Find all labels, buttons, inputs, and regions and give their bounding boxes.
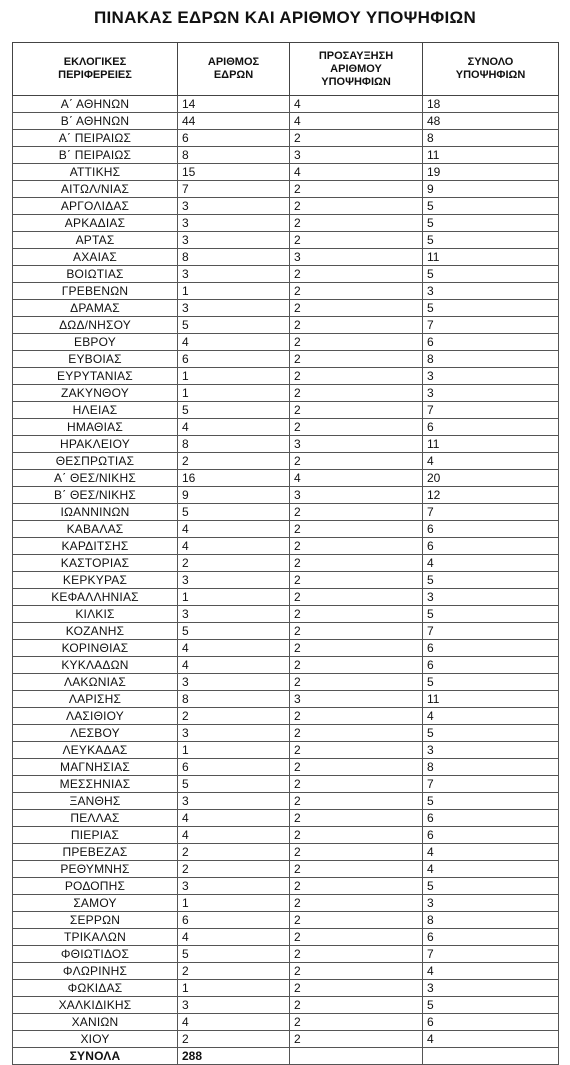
increase-value: 2 — [290, 606, 423, 623]
table-row — [13, 1031, 559, 1048]
increase-value: 2 — [290, 589, 423, 606]
total-candidates-value: 3 — [423, 980, 559, 997]
total-candidates-value: 3 — [423, 895, 559, 912]
table-row — [13, 691, 559, 708]
table-row — [13, 436, 559, 453]
increase-value: 2 — [290, 861, 423, 878]
total-candidates-value: 3 — [423, 385, 559, 402]
seats-value: 1 — [178, 980, 290, 997]
seats-value: 3 — [178, 572, 290, 589]
total-candidates-value: 6 — [423, 827, 559, 844]
increase-value: 2 — [290, 555, 423, 572]
increase-value: 4 — [290, 96, 423, 113]
total-candidates-value: 8 — [423, 912, 559, 929]
district-name: ΛΑΡΙΣΗΣ — [13, 691, 178, 708]
total-candidates-value: 6 — [423, 657, 559, 674]
table-row — [13, 776, 559, 793]
seats-value: 4 — [178, 419, 290, 436]
table-row — [13, 266, 559, 283]
district-name: ΚΟΖΑΝΗΣ — [13, 623, 178, 640]
increase-value: 2 — [290, 810, 423, 827]
total-candidates-value: 20 — [423, 470, 559, 487]
district-name: Β΄ ΘΕΣ/ΝΙΚΗΣ — [13, 487, 178, 504]
district-name: Α΄ ΑΘΗΝΩΝ — [13, 96, 178, 113]
table-row — [13, 674, 559, 691]
increase-value: 2 — [290, 1014, 423, 1031]
total-candidates-value: 6 — [423, 334, 559, 351]
district-name: ΚΑΣΤΟΡΙΑΣ — [13, 555, 178, 572]
total-candidates-value: 7 — [423, 623, 559, 640]
district-name: ΓΡΕΒΕΝΩΝ — [13, 283, 178, 300]
total-candidates-value: 5 — [423, 300, 559, 317]
seats-value: 1 — [178, 589, 290, 606]
seats-value: 1 — [178, 368, 290, 385]
increase-value: 2 — [290, 385, 423, 402]
seats-value: 3 — [178, 300, 290, 317]
table-row — [13, 963, 559, 980]
seats-value: 3 — [178, 725, 290, 742]
increase-value: 4 — [290, 164, 423, 181]
seats-value: 6 — [178, 130, 290, 147]
seats-value: 2 — [178, 861, 290, 878]
table-row — [13, 793, 559, 810]
district-name: ΧΙΟΥ — [13, 1031, 178, 1048]
increase-value: 2 — [290, 504, 423, 521]
total-candidates-value: 5 — [423, 572, 559, 589]
total-candidates-value: 6 — [423, 419, 559, 436]
table-body — [13, 96, 559, 1048]
district-name: ΛΑΣΙΘΙΟΥ — [13, 708, 178, 725]
totals-total — [423, 1048, 559, 1065]
table-row — [13, 912, 559, 929]
district-name: ΚΟΡΙΝΘΙΑΣ — [13, 640, 178, 657]
increase-value: 2 — [290, 997, 423, 1014]
seats-value: 14 — [178, 96, 290, 113]
table-row — [13, 929, 559, 946]
seats-table — [12, 42, 559, 1065]
district-name: ΘΕΣΠΡΩΤΙΑΣ — [13, 453, 178, 470]
seats-value: 5 — [178, 946, 290, 963]
district-name: ΔΩΔ/ΝΗΣΟΥ — [13, 317, 178, 334]
seats-value: 2 — [178, 963, 290, 980]
increase-value: 2 — [290, 708, 423, 725]
total-candidates-value: 5 — [423, 725, 559, 742]
table-row — [13, 113, 559, 130]
district-name: ΠΕΛΛΑΣ — [13, 810, 178, 827]
table-row — [13, 759, 559, 776]
increase-value: 2 — [290, 793, 423, 810]
total-candidates-value: 5 — [423, 793, 559, 810]
increase-value: 2 — [290, 521, 423, 538]
increase-value: 3 — [290, 691, 423, 708]
district-name: ΠΡΕΒΕΖΑΣ — [13, 844, 178, 861]
table-row — [13, 385, 559, 402]
increase-value: 2 — [290, 759, 423, 776]
seats-value: 1 — [178, 742, 290, 759]
district-name: ΡΕΘΥΜΝΗΣ — [13, 861, 178, 878]
seats-value: 3 — [178, 266, 290, 283]
district-name: ΦΛΩΡΙΝΗΣ — [13, 963, 178, 980]
increase-value: 2 — [290, 453, 423, 470]
seats-value: 1 — [178, 895, 290, 912]
table-row — [13, 742, 559, 759]
table-row — [13, 215, 559, 232]
total-candidates-value: 4 — [423, 555, 559, 572]
seats-value: 8 — [178, 436, 290, 453]
district-name: ΚΕΦΑΛΛΗΝΙΑΣ — [13, 589, 178, 606]
table-row — [13, 1014, 559, 1031]
seats-value: 3 — [178, 878, 290, 895]
seats-value: 2 — [178, 555, 290, 572]
table-row — [13, 317, 559, 334]
total-candidates-value: 6 — [423, 929, 559, 946]
total-candidates-value: 6 — [423, 1014, 559, 1031]
total-candidates-value: 7 — [423, 402, 559, 419]
total-candidates-value: 19 — [423, 164, 559, 181]
seats-value: 6 — [178, 912, 290, 929]
table-row — [13, 895, 559, 912]
district-name: Β΄ ΑΘΗΝΩΝ — [13, 113, 178, 130]
total-candidates-value: 8 — [423, 759, 559, 776]
seats-value: 3 — [178, 793, 290, 810]
table-row — [13, 946, 559, 963]
total-candidates-value: 9 — [423, 181, 559, 198]
seats-value: 8 — [178, 147, 290, 164]
table-row — [13, 708, 559, 725]
increase-value: 2 — [290, 215, 423, 232]
seats-value: 4 — [178, 657, 290, 674]
district-name: Α΄ ΘΕΣ/ΝΙΚΗΣ — [13, 470, 178, 487]
district-name: ΑΡΚΑΔΙΑΣ — [13, 215, 178, 232]
seats-value: 2 — [178, 844, 290, 861]
totals-increase — [290, 1048, 423, 1065]
increase-value: 2 — [290, 266, 423, 283]
table-row — [13, 861, 559, 878]
total-candidates-value: 12 — [423, 487, 559, 504]
increase-value: 2 — [290, 1031, 423, 1048]
seats-value: 4 — [178, 1014, 290, 1031]
district-name: ΗΡΑΚΛΕΙΟΥ — [13, 436, 178, 453]
table-row — [13, 334, 559, 351]
seats-value: 4 — [178, 640, 290, 657]
total-candidates-value: 4 — [423, 453, 559, 470]
total-candidates-value: 5 — [423, 266, 559, 283]
total-candidates-value: 8 — [423, 351, 559, 368]
district-name: ΣΑΜΟΥ — [13, 895, 178, 912]
table-row — [13, 368, 559, 385]
seats-value: 4 — [178, 334, 290, 351]
total-candidates-value: 3 — [423, 283, 559, 300]
total-candidates-value: 6 — [423, 640, 559, 657]
district-name: ΑΧΑΙΑΣ — [13, 249, 178, 266]
seats-value: 1 — [178, 385, 290, 402]
table-row — [13, 827, 559, 844]
seats-value: 3 — [178, 997, 290, 1014]
seats-value: 2 — [178, 1031, 290, 1048]
table-row — [13, 181, 559, 198]
seats-value: 3 — [178, 232, 290, 249]
total-candidates-value: 3 — [423, 368, 559, 385]
total-candidates-value: 11 — [423, 691, 559, 708]
increase-value: 2 — [290, 283, 423, 300]
table-row — [13, 844, 559, 861]
district-name: ΖΑΚΥΝΘΟΥ — [13, 385, 178, 402]
total-candidates-value: 7 — [423, 776, 559, 793]
total-candidates-value: 48 — [423, 113, 559, 130]
table-row — [13, 419, 559, 436]
increase-value: 3 — [290, 147, 423, 164]
seats-value: 6 — [178, 351, 290, 368]
increase-value: 2 — [290, 232, 423, 249]
table-row — [13, 453, 559, 470]
seats-value: 3 — [178, 606, 290, 623]
header-number-of-seats: ΑΡΙΘΜΟΣ ΕΔΡΩΝ — [178, 43, 290, 96]
table-row — [13, 487, 559, 504]
seats-value: 5 — [178, 504, 290, 521]
district-name: ΕΥΡΥΤΑΝΙΑΣ — [13, 368, 178, 385]
seats-value: 5 — [178, 623, 290, 640]
total-candidates-value: 6 — [423, 538, 559, 555]
table-row — [13, 878, 559, 895]
district-name: ΚΙΛΚΙΣ — [13, 606, 178, 623]
seats-value: 1 — [178, 283, 290, 300]
district-name: ΑΡΤΑΣ — [13, 232, 178, 249]
seats-value: 4 — [178, 810, 290, 827]
district-name: ΦΘΙΩΤΙΔΟΣ — [13, 946, 178, 963]
increase-value: 2 — [290, 674, 423, 691]
table-row — [13, 606, 559, 623]
seats-value: 2 — [178, 708, 290, 725]
total-candidates-value: 6 — [423, 810, 559, 827]
total-candidates-value: 4 — [423, 708, 559, 725]
totals-row — [13, 1048, 559, 1065]
district-name: ΔΡΑΜΑΣ — [13, 300, 178, 317]
table-row — [13, 300, 559, 317]
increase-value: 2 — [290, 929, 423, 946]
district-name: ΒΟΙΩΤΙΑΣ — [13, 266, 178, 283]
table-row — [13, 402, 559, 419]
total-candidates-value: 3 — [423, 589, 559, 606]
increase-value: 2 — [290, 623, 423, 640]
table-row — [13, 470, 559, 487]
increase-value: 2 — [290, 776, 423, 793]
increase-value: 2 — [290, 946, 423, 963]
total-candidates-value: 5 — [423, 997, 559, 1014]
district-name: ΛΕΥΚΑΔΑΣ — [13, 742, 178, 759]
increase-value: 2 — [290, 827, 423, 844]
district-name: ΞΑΝΘΗΣ — [13, 793, 178, 810]
increase-value: 2 — [290, 317, 423, 334]
increase-value: 2 — [290, 640, 423, 657]
table-row — [13, 283, 559, 300]
seats-value: 8 — [178, 691, 290, 708]
district-name: ΜΑΓΝΗΣΙΑΣ — [13, 759, 178, 776]
district-name: ΧΑΛΚΙΔΙΚΗΣ — [13, 997, 178, 1014]
seats-value: 15 — [178, 164, 290, 181]
totals-label: ΣΥΝΟΛΑ — [13, 1048, 178, 1065]
total-candidates-value: 7 — [423, 504, 559, 521]
table-row — [13, 657, 559, 674]
district-name: ΚΕΡΚΥΡΑΣ — [13, 572, 178, 589]
total-candidates-value: 5 — [423, 878, 559, 895]
table-row — [13, 147, 559, 164]
seats-value: 3 — [178, 674, 290, 691]
table-header-row — [13, 43, 559, 96]
seats-value: 8 — [178, 249, 290, 266]
increase-value: 4 — [290, 470, 423, 487]
total-candidates-value: 7 — [423, 317, 559, 334]
district-name: ΤΡΙΚΑΛΩΝ — [13, 929, 178, 946]
increase-value: 2 — [290, 351, 423, 368]
increase-value: 2 — [290, 963, 423, 980]
district-name: ΣΕΡΡΩΝ — [13, 912, 178, 929]
seats-value: 6 — [178, 759, 290, 776]
increase-value: 2 — [290, 742, 423, 759]
table-row — [13, 623, 559, 640]
seats-value: 5 — [178, 402, 290, 419]
district-name: ΧΑΝΙΩΝ — [13, 1014, 178, 1031]
table-row — [13, 572, 559, 589]
table-row — [13, 96, 559, 113]
header-electoral-districts: ΕΚΛΟΓΙΚΕΣ ΠΕΡΙΦΕΡΕΙΕΣ — [13, 43, 178, 96]
district-name: ΑΡΓΟΛΙΔΑΣ — [13, 198, 178, 215]
seats-value: 16 — [178, 470, 290, 487]
table-row — [13, 351, 559, 368]
seats-value: 3 — [178, 198, 290, 215]
increase-value: 2 — [290, 980, 423, 997]
total-candidates-value: 4 — [423, 844, 559, 861]
increase-value: 2 — [290, 334, 423, 351]
increase-value: 3 — [290, 487, 423, 504]
table-row — [13, 232, 559, 249]
header-candidate-increase: ΠΡΟΣΑΥΞΗΣΗ ΑΡΙΘΜΟΥ ΥΠΟΨΗΦΙΩΝ — [290, 43, 423, 96]
total-candidates-value: 11 — [423, 249, 559, 266]
table-row — [13, 725, 559, 742]
district-name: Α΄ ΠΕΙΡΑΙΩΣ — [13, 130, 178, 147]
increase-value: 2 — [290, 538, 423, 555]
total-candidates-value: 5 — [423, 232, 559, 249]
seats-value: 44 — [178, 113, 290, 130]
total-candidates-value: 18 — [423, 96, 559, 113]
increase-value: 3 — [290, 436, 423, 453]
district-name: ΠΙΕΡΙΑΣ — [13, 827, 178, 844]
district-name: ΛΑΚΩΝΙΑΣ — [13, 674, 178, 691]
seats-value: 5 — [178, 317, 290, 334]
total-candidates-value: 3 — [423, 742, 559, 759]
increase-value: 2 — [290, 572, 423, 589]
total-candidates-value: 4 — [423, 1031, 559, 1048]
table-row — [13, 980, 559, 997]
table-row — [13, 130, 559, 147]
increase-value: 2 — [290, 878, 423, 895]
table-row — [13, 589, 559, 606]
increase-value: 2 — [290, 419, 423, 436]
table-row — [13, 504, 559, 521]
table-row — [13, 997, 559, 1014]
increase-value: 4 — [290, 113, 423, 130]
totals-seats: 288 — [178, 1048, 290, 1065]
increase-value: 2 — [290, 300, 423, 317]
district-name: ΕΒΡΟΥ — [13, 334, 178, 351]
increase-value: 2 — [290, 844, 423, 861]
district-name: ΚΑΒΑΛΑΣ — [13, 521, 178, 538]
table-row — [13, 198, 559, 215]
table-row — [13, 521, 559, 538]
seats-value: 4 — [178, 929, 290, 946]
header-total-candidates: ΣΥΝΟΛΟ ΥΠΟΨΗΦΙΩΝ — [423, 43, 559, 96]
increase-value: 2 — [290, 181, 423, 198]
total-candidates-value: 6 — [423, 521, 559, 538]
increase-value: 2 — [290, 130, 423, 147]
district-name: ΕΥΒΟΙΑΣ — [13, 351, 178, 368]
total-candidates-value: 4 — [423, 963, 559, 980]
total-candidates-value: 4 — [423, 861, 559, 878]
district-name: Β΄ ΠΕΙΡΑΙΩΣ — [13, 147, 178, 164]
district-name: ΗΛΕΙΑΣ — [13, 402, 178, 419]
total-candidates-value: 5 — [423, 674, 559, 691]
district-name: ΗΜΑΘΙΑΣ — [13, 419, 178, 436]
table-row — [13, 249, 559, 266]
total-candidates-value: 8 — [423, 130, 559, 147]
total-candidates-value: 5 — [423, 198, 559, 215]
seats-value: 3 — [178, 215, 290, 232]
seats-value: 5 — [178, 776, 290, 793]
total-candidates-value: 7 — [423, 946, 559, 963]
increase-value: 2 — [290, 657, 423, 674]
district-name: ΜΕΣΣΗΝΙΑΣ — [13, 776, 178, 793]
seats-value: 4 — [178, 827, 290, 844]
district-name: ΛΕΣΒΟΥ — [13, 725, 178, 742]
table-row — [13, 640, 559, 657]
increase-value: 2 — [290, 368, 423, 385]
district-name: ΑΤΤΙΚΗΣ — [13, 164, 178, 181]
total-candidates-value: 11 — [423, 436, 559, 453]
district-name: ΙΩΑΝΝΙΝΩΝ — [13, 504, 178, 521]
table-row — [13, 810, 559, 827]
page-title: ΠΙΝΑΚΑΣ ΕΔΡΩΝ ΚΑΙ ΑΡΙΘΜΟΥ ΥΠΟΨΗΦΙΩΝ — [93, 8, 477, 27]
table-row — [13, 538, 559, 555]
table-row — [13, 555, 559, 572]
increase-value: 2 — [290, 402, 423, 419]
district-name: ΚΑΡΔΙΤΣΗΣ — [13, 538, 178, 555]
increase-value: 2 — [290, 725, 423, 742]
total-candidates-value: 11 — [423, 147, 559, 164]
increase-value: 2 — [290, 895, 423, 912]
increase-value: 2 — [290, 198, 423, 215]
seats-value: 4 — [178, 538, 290, 555]
seats-value: 4 — [178, 521, 290, 538]
district-name: ΑΙΤΩΛ/ΝΙΑΣ — [13, 181, 178, 198]
total-candidates-value: 5 — [423, 215, 559, 232]
district-name: ΚΥΚΛΑΔΩΝ — [13, 657, 178, 674]
total-candidates-value: 5 — [423, 606, 559, 623]
seats-value: 2 — [178, 453, 290, 470]
increase-value: 2 — [290, 912, 423, 929]
district-name: ΡΟΔΟΠΗΣ — [13, 878, 178, 895]
district-name: ΦΩΚΙΔΑΣ — [13, 980, 178, 997]
seats-value: 7 — [178, 181, 290, 198]
increase-value: 3 — [290, 249, 423, 266]
seats-value: 9 — [178, 487, 290, 504]
table-row — [13, 164, 559, 181]
